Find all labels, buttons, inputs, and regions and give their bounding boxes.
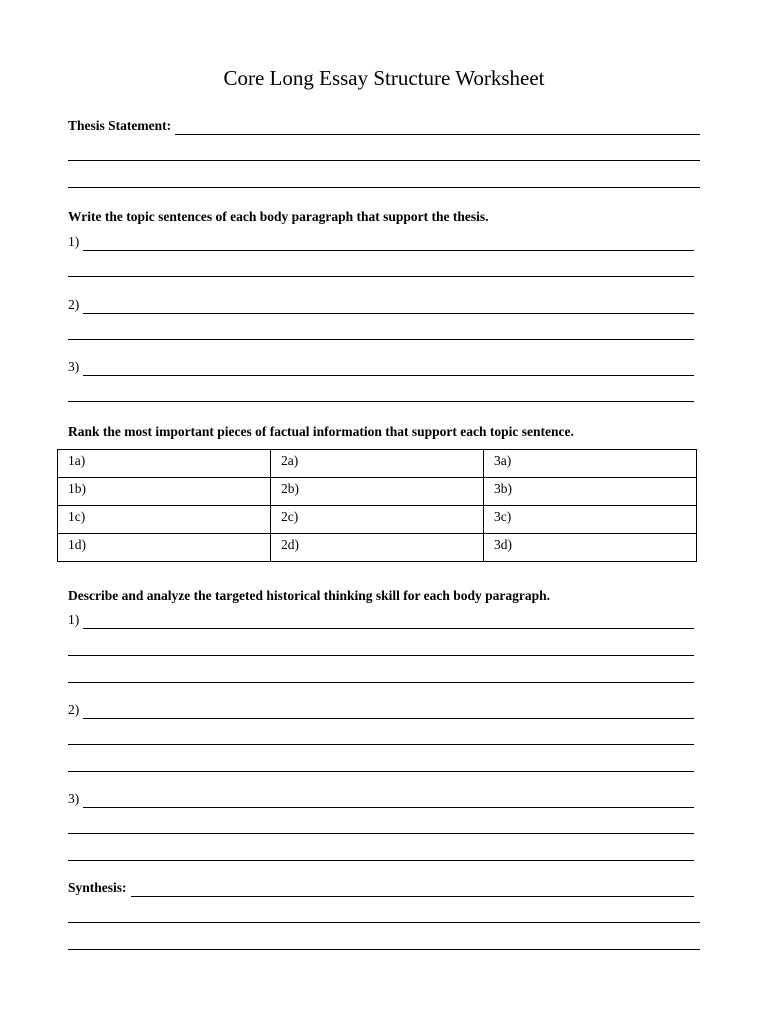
topic-sentence-2-field[interactable] [68, 296, 694, 314]
table-row [58, 450, 697, 478]
table-row [58, 478, 697, 506]
topic-sentence-3-line[interactable] [83, 374, 694, 376]
thinking-skill-2-line-3[interactable] [68, 771, 694, 772]
thinking-skill-1-line-2[interactable] [68, 655, 694, 656]
topic-sentence-2-label: 2) [68, 297, 80, 312]
table-row [58, 506, 697, 534]
thinking-skill-instruction: Describe and analyze the targeted historical thinking skill for each body paragraph. [68, 588, 551, 603]
facts-cell-3b[interactable]: 3b) [484, 478, 697, 506]
facts-cell-2b[interactable]: 2b) [271, 478, 484, 506]
facts-cell-3c[interactable]: 3c) [484, 506, 697, 534]
thinking-skill-3-label: 3) [68, 791, 80, 806]
facts-cell-1d[interactable]: 1d) [58, 534, 271, 562]
thinking-skill-3-field[interactable] [68, 790, 694, 808]
synthesis-label: Synthesis: [68, 880, 127, 895]
thesis-label: Thesis Statement: [68, 118, 172, 133]
facts-instruction: Rank the most important pieces of factual information that support each topic sentence. [68, 424, 574, 439]
thesis-field[interactable] [68, 117, 700, 135]
facts-cell-2c[interactable]: 2c) [271, 506, 484, 534]
table-row [58, 534, 697, 562]
topic-sentence-1-line-2[interactable] [68, 276, 694, 277]
facts-cell-3a[interactable]: 3a) [484, 450, 697, 478]
thinking-skill-1-field[interactable] [68, 611, 694, 629]
topic-sentence-1-field[interactable] [68, 233, 694, 251]
topic-sentence-1-line[interactable] [83, 249, 694, 251]
topic-sentence-2-line-2[interactable] [68, 339, 694, 340]
topic-sentences-instruction: Write the topic sentences of each body paragraph that support the thesis. [68, 209, 489, 224]
thesis-line-2[interactable] [68, 160, 700, 161]
facts-cell-1b[interactable]: 1b) [58, 478, 271, 506]
synthesis-field[interactable] [68, 879, 694, 897]
synthesis-line[interactable] [131, 895, 694, 897]
thinking-skill-2-line[interactable] [83, 717, 694, 719]
facts-table [57, 449, 697, 562]
thinking-skill-1-line-3[interactable] [68, 682, 694, 683]
topic-sentence-3-label: 3) [68, 359, 80, 374]
facts-cell-2d[interactable]: 2d) [271, 534, 484, 562]
thesis-line[interactable] [175, 133, 700, 135]
synthesis-line-3[interactable] [68, 949, 700, 950]
thinking-skill-3-line-3[interactable] [68, 860, 694, 861]
facts-cell-1a[interactable]: 1a) [58, 450, 271, 478]
facts-cell-1c[interactable]: 1c) [58, 506, 271, 534]
thesis-line-3[interactable] [68, 187, 700, 188]
topic-sentence-3-line-2[interactable] [68, 401, 694, 402]
thinking-skill-2-field[interactable] [68, 701, 694, 719]
topic-sentence-2-line[interactable] [83, 312, 694, 314]
thinking-skill-2-line-2[interactable] [68, 744, 694, 745]
topic-sentence-3-field[interactable] [68, 358, 694, 376]
synthesis-line-2[interactable] [68, 922, 700, 923]
page-title: Core Long Essay Structure Worksheet [223, 66, 545, 90]
facts-cell-3d[interactable]: 3d) [484, 534, 697, 562]
facts-cell-2a[interactable]: 2a) [271, 450, 484, 478]
thinking-skill-3-line-2[interactable] [68, 833, 694, 834]
thinking-skill-2-label: 2) [68, 702, 80, 717]
thinking-skill-1-line[interactable] [83, 627, 694, 629]
thinking-skill-1-label: 1) [68, 612, 80, 627]
thinking-skill-3-line[interactable] [83, 806, 694, 808]
topic-sentence-1-label: 1) [68, 234, 80, 249]
